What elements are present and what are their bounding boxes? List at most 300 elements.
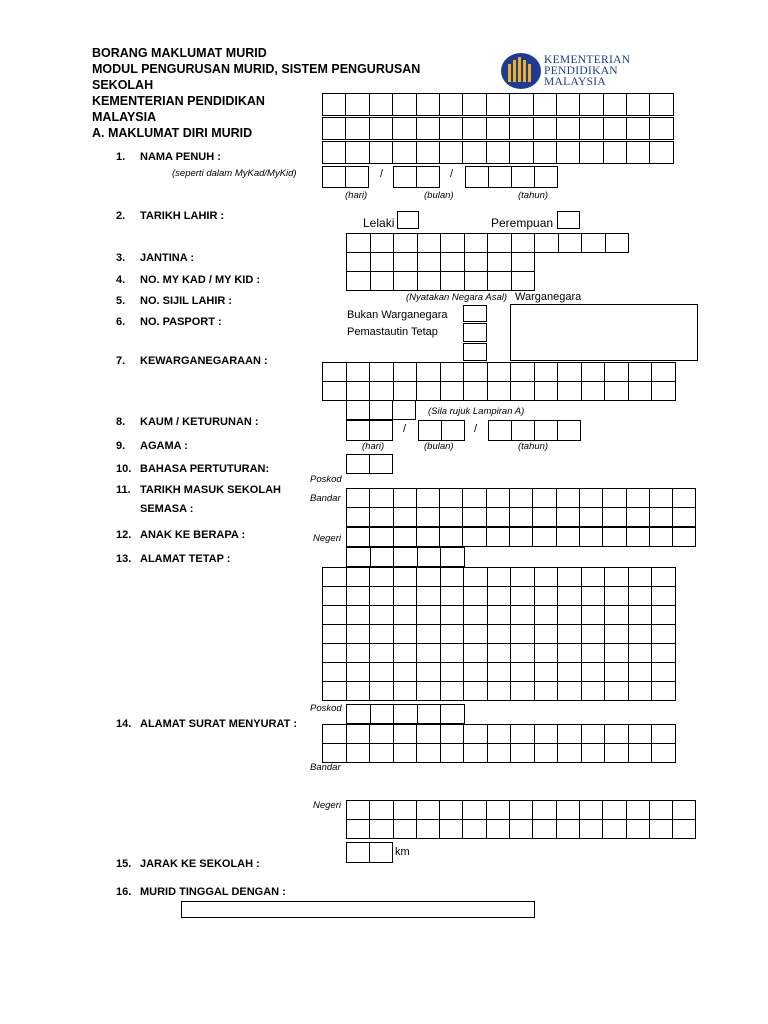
input-cell[interactable] bbox=[627, 528, 650, 547]
input-cell[interactable] bbox=[441, 663, 465, 682]
input-cell[interactable] bbox=[511, 625, 535, 644]
input-cell[interactable] bbox=[394, 548, 418, 567]
input-cell[interactable] bbox=[535, 363, 559, 382]
input-cell[interactable] bbox=[580, 820, 603, 839]
input-cell[interactable] bbox=[558, 568, 582, 587]
input-cell[interactable] bbox=[535, 234, 559, 253]
input-cell[interactable] bbox=[605, 744, 629, 763]
input-cell[interactable] bbox=[489, 421, 512, 441]
input-cell[interactable] bbox=[605, 606, 629, 625]
input-cell[interactable] bbox=[440, 142, 463, 164]
alamat-surat-boxes[interactable] bbox=[322, 724, 676, 763]
alamat-tetap-boxes[interactable] bbox=[322, 567, 676, 701]
input-cell[interactable] bbox=[463, 820, 486, 839]
input-cell[interactable] bbox=[323, 725, 347, 744]
input-cell[interactable] bbox=[370, 587, 394, 606]
input-cell[interactable] bbox=[394, 801, 417, 820]
input-cell[interactable] bbox=[370, 644, 394, 663]
input-cell[interactable] bbox=[440, 489, 463, 508]
input-cell[interactable] bbox=[510, 801, 533, 820]
input-cell[interactable] bbox=[650, 801, 673, 820]
input-cell[interactable] bbox=[627, 801, 650, 820]
input-cell[interactable] bbox=[394, 508, 417, 527]
input-cell[interactable] bbox=[511, 382, 535, 401]
input-cell[interactable] bbox=[557, 489, 580, 508]
input-cell[interactable] bbox=[511, 682, 535, 701]
input-cell[interactable] bbox=[323, 606, 347, 625]
input-cell[interactable] bbox=[511, 663, 535, 682]
input-cell[interactable] bbox=[629, 744, 653, 763]
input-cell[interactable] bbox=[347, 489, 370, 508]
input-cell[interactable] bbox=[510, 528, 533, 547]
input-cell[interactable] bbox=[512, 167, 535, 188]
input-cell[interactable] bbox=[418, 234, 442, 253]
input-cell[interactable] bbox=[604, 142, 627, 164]
input-cell[interactable] bbox=[347, 455, 370, 474]
input-cell[interactable] bbox=[394, 167, 417, 188]
input-cell[interactable] bbox=[370, 363, 394, 382]
input-cell[interactable] bbox=[417, 644, 441, 663]
input-cell[interactable] bbox=[488, 682, 512, 701]
input-cell[interactable] bbox=[347, 663, 371, 682]
input-cell[interactable] bbox=[370, 843, 393, 863]
input-cell[interactable] bbox=[487, 142, 510, 164]
input-cell[interactable] bbox=[464, 644, 488, 663]
input-cell[interactable] bbox=[371, 234, 395, 253]
input-cell[interactable] bbox=[464, 363, 488, 382]
tarikh-lahir-tahun[interactable] bbox=[465, 166, 558, 188]
input-cell[interactable] bbox=[650, 142, 673, 164]
input-cell[interactable] bbox=[629, 644, 653, 663]
input-cell[interactable] bbox=[394, 382, 418, 401]
input-cell[interactable] bbox=[441, 253, 465, 272]
input-cell[interactable] bbox=[371, 548, 395, 567]
input-cell[interactable] bbox=[347, 253, 371, 272]
input-cell[interactable] bbox=[394, 625, 418, 644]
lelaki-checkbox[interactable] bbox=[397, 211, 419, 229]
input-cell[interactable] bbox=[487, 508, 510, 527]
input-cell[interactable] bbox=[488, 625, 512, 644]
sijil-lahir-boxes[interactable] bbox=[346, 252, 535, 291]
input-cell[interactable] bbox=[394, 363, 418, 382]
input-cell[interactable] bbox=[510, 142, 533, 164]
input-cell[interactable] bbox=[582, 725, 606, 744]
input-cell[interactable] bbox=[440, 94, 463, 116]
tarikh-masuk-tahun[interactable] bbox=[488, 420, 581, 441]
input-cell[interactable] bbox=[441, 644, 465, 663]
input-cell[interactable] bbox=[534, 94, 557, 116]
input-cell[interactable] bbox=[394, 644, 418, 663]
input-cell[interactable] bbox=[582, 606, 606, 625]
input-cell[interactable] bbox=[417, 663, 441, 682]
input-cell[interactable] bbox=[488, 744, 512, 763]
perempuan-checkbox[interactable] bbox=[557, 211, 580, 229]
input-cell[interactable] bbox=[535, 744, 559, 763]
input-cell[interactable] bbox=[465, 234, 489, 253]
input-cell[interactable] bbox=[534, 142, 557, 164]
input-cell[interactable] bbox=[440, 118, 463, 140]
input-cell[interactable] bbox=[535, 625, 559, 644]
input-cell[interactable] bbox=[533, 528, 556, 547]
tarikh-masuk-bulan[interactable] bbox=[418, 420, 465, 441]
input-cell[interactable] bbox=[418, 705, 442, 724]
input-cell[interactable] bbox=[417, 94, 440, 116]
input-cell[interactable] bbox=[558, 725, 582, 744]
input-cell[interactable] bbox=[394, 744, 418, 763]
input-cell[interactable] bbox=[627, 142, 650, 164]
input-cell[interactable] bbox=[347, 725, 371, 744]
input-cell[interactable] bbox=[440, 508, 463, 527]
input-cell[interactable] bbox=[347, 801, 370, 820]
input-cell[interactable] bbox=[465, 272, 489, 291]
input-cell[interactable] bbox=[463, 801, 486, 820]
input-cell[interactable] bbox=[394, 606, 418, 625]
input-cell[interactable] bbox=[487, 528, 510, 547]
input-cell[interactable] bbox=[370, 820, 393, 839]
input-cell[interactable] bbox=[347, 682, 371, 701]
input-cell[interactable] bbox=[558, 363, 582, 382]
input-cell[interactable] bbox=[582, 382, 606, 401]
input-cell[interactable] bbox=[603, 528, 626, 547]
input-cell[interactable] bbox=[371, 272, 395, 291]
input-cell[interactable] bbox=[347, 234, 371, 253]
input-cell[interactable] bbox=[488, 644, 512, 663]
input-cell[interactable] bbox=[535, 568, 559, 587]
input-cell[interactable] bbox=[580, 528, 603, 547]
input-cell[interactable] bbox=[370, 382, 394, 401]
input-cell[interactable] bbox=[558, 625, 582, 644]
input-cell[interactable] bbox=[393, 142, 416, 164]
input-cell[interactable] bbox=[417, 820, 440, 839]
input-cell[interactable] bbox=[605, 382, 629, 401]
input-cell[interactable] bbox=[557, 528, 580, 547]
input-cell[interactable] bbox=[417, 118, 440, 140]
input-cell[interactable] bbox=[394, 568, 418, 587]
input-cell[interactable] bbox=[394, 820, 417, 839]
input-cell[interactable] bbox=[652, 744, 676, 763]
input-cell[interactable] bbox=[417, 744, 441, 763]
input-cell[interactable] bbox=[370, 682, 394, 701]
input-cell[interactable] bbox=[535, 682, 559, 701]
input-cell[interactable] bbox=[512, 253, 536, 272]
input-cell[interactable] bbox=[394, 705, 418, 724]
input-cell[interactable] bbox=[534, 118, 557, 140]
input-cell[interactable] bbox=[604, 118, 627, 140]
input-cell[interactable] bbox=[652, 363, 676, 382]
input-cell[interactable] bbox=[347, 421, 370, 441]
input-cell[interactable] bbox=[535, 421, 558, 441]
input-cell[interactable] bbox=[371, 253, 395, 272]
input-cell[interactable] bbox=[558, 644, 582, 663]
tarikh-lahir-hari[interactable] bbox=[322, 166, 369, 188]
input-cell[interactable] bbox=[652, 682, 676, 701]
input-cell[interactable] bbox=[370, 568, 394, 587]
input-cell[interactable] bbox=[629, 568, 653, 587]
input-cell[interactable] bbox=[323, 644, 347, 663]
input-cell[interactable] bbox=[629, 382, 653, 401]
input-cell[interactable] bbox=[605, 644, 629, 663]
input-cell[interactable] bbox=[323, 118, 346, 140]
input-cell[interactable] bbox=[441, 705, 465, 724]
input-cell[interactable] bbox=[652, 663, 676, 682]
input-cell[interactable] bbox=[323, 587, 347, 606]
input-cell[interactable] bbox=[582, 625, 606, 644]
input-cell[interactable] bbox=[582, 363, 606, 382]
input-cell[interactable] bbox=[347, 606, 371, 625]
input-cell[interactable] bbox=[652, 625, 676, 644]
input-cell[interactable] bbox=[603, 820, 626, 839]
input-cell[interactable] bbox=[580, 489, 603, 508]
input-cell[interactable] bbox=[370, 401, 393, 420]
tarikh-lahir-bulan[interactable] bbox=[393, 166, 440, 188]
input-cell[interactable] bbox=[441, 744, 465, 763]
input-cell[interactable] bbox=[533, 508, 556, 527]
input-cell[interactable] bbox=[417, 142, 440, 164]
input-cell[interactable] bbox=[533, 801, 556, 820]
input-cell[interactable] bbox=[558, 382, 582, 401]
input-cell[interactable] bbox=[582, 568, 606, 587]
input-cell[interactable] bbox=[347, 568, 371, 587]
input-cell[interactable] bbox=[417, 528, 440, 547]
input-cell[interactable] bbox=[347, 705, 371, 724]
input-cell[interactable] bbox=[394, 725, 418, 744]
input-cell[interactable] bbox=[605, 663, 629, 682]
input-cell[interactable] bbox=[627, 508, 650, 527]
input-cell[interactable] bbox=[627, 820, 650, 839]
input-cell[interactable] bbox=[442, 421, 465, 441]
warganegara-extra-checkbox[interactable] bbox=[463, 343, 487, 361]
input-cell[interactable] bbox=[394, 234, 418, 253]
input-cell[interactable] bbox=[673, 508, 696, 527]
input-cell[interactable] bbox=[464, 682, 488, 701]
input-cell[interactable] bbox=[603, 508, 626, 527]
input-cell[interactable] bbox=[440, 801, 463, 820]
input-cell[interactable] bbox=[510, 489, 533, 508]
input-cell[interactable] bbox=[418, 548, 442, 567]
input-cell[interactable] bbox=[394, 682, 418, 701]
input-cell[interactable] bbox=[394, 663, 418, 682]
input-cell[interactable] bbox=[347, 548, 371, 567]
input-cell[interactable] bbox=[511, 568, 535, 587]
input-cell[interactable] bbox=[466, 167, 489, 188]
input-cell[interactable] bbox=[463, 94, 486, 116]
input-cell[interactable] bbox=[673, 489, 696, 508]
input-cell[interactable] bbox=[370, 801, 393, 820]
input-cell[interactable] bbox=[627, 94, 650, 116]
input-cell[interactable] bbox=[464, 744, 488, 763]
input-cell[interactable] bbox=[347, 843, 370, 863]
input-cell[interactable] bbox=[394, 272, 418, 291]
input-cell[interactable] bbox=[650, 528, 673, 547]
input-cell[interactable] bbox=[463, 508, 486, 527]
input-cell[interactable] bbox=[557, 142, 580, 164]
input-cell[interactable] bbox=[582, 744, 606, 763]
input-cell[interactable] bbox=[417, 167, 440, 188]
input-cell[interactable] bbox=[605, 725, 629, 744]
input-cell[interactable] bbox=[394, 587, 418, 606]
input-cell[interactable] bbox=[673, 801, 696, 820]
input-cell[interactable] bbox=[441, 568, 465, 587]
input-cell[interactable] bbox=[652, 587, 676, 606]
input-cell[interactable] bbox=[629, 625, 653, 644]
input-cell[interactable] bbox=[511, 744, 535, 763]
input-cell[interactable] bbox=[512, 421, 535, 441]
input-cell[interactable] bbox=[370, 118, 393, 140]
input-cell[interactable] bbox=[394, 489, 417, 508]
input-cell[interactable] bbox=[370, 528, 393, 547]
input-cell[interactable] bbox=[535, 606, 559, 625]
input-cell[interactable] bbox=[512, 272, 536, 291]
input-cell[interactable] bbox=[347, 528, 370, 547]
input-cell[interactable] bbox=[417, 801, 440, 820]
input-cell[interactable] bbox=[441, 382, 465, 401]
bandar-boxes-1[interactable] bbox=[346, 488, 696, 527]
input-cell[interactable] bbox=[347, 587, 371, 606]
input-cell[interactable] bbox=[673, 528, 696, 547]
input-cell[interactable] bbox=[441, 682, 465, 701]
input-cell[interactable] bbox=[558, 606, 582, 625]
input-cell[interactable] bbox=[603, 489, 626, 508]
input-cell[interactable] bbox=[323, 94, 346, 116]
input-cell[interactable] bbox=[533, 489, 556, 508]
input-cell[interactable] bbox=[558, 744, 582, 763]
nama-penuh-row-1[interactable] bbox=[322, 93, 674, 116]
input-cell[interactable] bbox=[488, 587, 512, 606]
input-cell[interactable] bbox=[652, 644, 676, 663]
input-cell[interactable] bbox=[512, 234, 536, 253]
input-cell[interactable] bbox=[370, 455, 393, 474]
input-cell[interactable] bbox=[510, 94, 533, 116]
input-cell[interactable] bbox=[370, 744, 394, 763]
input-cell[interactable] bbox=[535, 725, 559, 744]
input-cell[interactable] bbox=[464, 568, 488, 587]
input-cell[interactable] bbox=[650, 820, 673, 839]
input-cell[interactable] bbox=[370, 94, 393, 116]
input-cell[interactable] bbox=[488, 606, 512, 625]
input-cell[interactable] bbox=[347, 625, 371, 644]
input-cell[interactable] bbox=[510, 508, 533, 527]
input-cell[interactable] bbox=[535, 382, 559, 401]
poskod-boxes-2[interactable] bbox=[346, 704, 465, 724]
input-cell[interactable] bbox=[629, 682, 653, 701]
bukan-warganegara-checkbox[interactable] bbox=[463, 305, 487, 322]
input-cell[interactable] bbox=[606, 234, 630, 253]
input-cell[interactable] bbox=[441, 725, 465, 744]
input-cell[interactable] bbox=[370, 421, 393, 441]
input-cell[interactable] bbox=[580, 142, 603, 164]
input-cell[interactable] bbox=[441, 625, 465, 644]
input-cell[interactable] bbox=[370, 142, 393, 164]
input-cell[interactable] bbox=[347, 744, 371, 763]
input-cell[interactable] bbox=[323, 363, 347, 382]
input-cell[interactable] bbox=[441, 234, 465, 253]
input-cell[interactable] bbox=[629, 606, 653, 625]
input-cell[interactable] bbox=[346, 142, 369, 164]
input-cell[interactable] bbox=[417, 625, 441, 644]
input-cell[interactable] bbox=[558, 663, 582, 682]
input-cell[interactable] bbox=[559, 234, 583, 253]
input-cell[interactable] bbox=[418, 253, 442, 272]
input-cell[interactable] bbox=[535, 167, 558, 188]
input-cell[interactable] bbox=[582, 587, 606, 606]
input-cell[interactable] bbox=[417, 489, 440, 508]
tinggal-dengan-field[interactable] bbox=[181, 901, 535, 918]
input-cell[interactable] bbox=[347, 363, 371, 382]
input-cell[interactable] bbox=[488, 234, 512, 253]
input-cell[interactable] bbox=[464, 625, 488, 644]
input-cell[interactable] bbox=[488, 272, 512, 291]
input-cell[interactable] bbox=[488, 382, 512, 401]
input-cell[interactable] bbox=[417, 682, 441, 701]
input-cell[interactable] bbox=[393, 94, 416, 116]
input-cell[interactable] bbox=[393, 118, 416, 140]
input-cell[interactable] bbox=[604, 94, 627, 116]
input-cell[interactable] bbox=[510, 118, 533, 140]
input-cell[interactable] bbox=[673, 820, 696, 839]
input-cell[interactable] bbox=[582, 663, 606, 682]
input-cell[interactable] bbox=[605, 587, 629, 606]
input-cell[interactable] bbox=[535, 663, 559, 682]
input-cell[interactable] bbox=[417, 606, 441, 625]
input-cell[interactable] bbox=[441, 363, 465, 382]
input-cell[interactable] bbox=[487, 94, 510, 116]
input-cell[interactable] bbox=[463, 142, 486, 164]
input-cell[interactable] bbox=[464, 587, 488, 606]
input-cell[interactable] bbox=[394, 253, 418, 272]
input-cell[interactable] bbox=[323, 625, 347, 644]
input-cell[interactable] bbox=[417, 363, 441, 382]
input-cell[interactable] bbox=[323, 663, 347, 682]
input-cell[interactable] bbox=[511, 363, 535, 382]
input-cell[interactable] bbox=[347, 272, 371, 291]
input-cell[interactable] bbox=[557, 118, 580, 140]
input-cell[interactable] bbox=[323, 568, 347, 587]
input-cell[interactable] bbox=[582, 682, 606, 701]
input-cell[interactable] bbox=[652, 606, 676, 625]
input-cell[interactable] bbox=[535, 644, 559, 663]
input-cell[interactable] bbox=[464, 663, 488, 682]
input-cell[interactable] bbox=[418, 272, 442, 291]
input-cell[interactable] bbox=[488, 663, 512, 682]
input-cell[interactable] bbox=[629, 725, 653, 744]
input-cell[interactable] bbox=[347, 382, 371, 401]
input-cell[interactable] bbox=[603, 801, 626, 820]
input-cell[interactable] bbox=[580, 94, 603, 116]
input-cell[interactable] bbox=[417, 587, 441, 606]
input-cell[interactable] bbox=[605, 625, 629, 644]
input-cell[interactable] bbox=[464, 725, 488, 744]
input-cell[interactable] bbox=[417, 382, 441, 401]
input-cell[interactable] bbox=[650, 489, 673, 508]
input-cell[interactable] bbox=[464, 382, 488, 401]
input-cell[interactable] bbox=[511, 606, 535, 625]
input-cell[interactable] bbox=[629, 363, 653, 382]
input-cell[interactable] bbox=[347, 508, 370, 527]
input-cell[interactable] bbox=[629, 663, 653, 682]
input-cell[interactable] bbox=[323, 682, 347, 701]
input-cell[interactable] bbox=[464, 606, 488, 625]
input-cell[interactable] bbox=[487, 489, 510, 508]
input-cell[interactable] bbox=[488, 725, 512, 744]
input-cell[interactable] bbox=[652, 725, 676, 744]
input-cell[interactable] bbox=[489, 167, 512, 188]
input-cell[interactable] bbox=[582, 644, 606, 663]
input-cell[interactable] bbox=[652, 382, 676, 401]
negeri-boxes-2[interactable] bbox=[346, 800, 696, 839]
input-cell[interactable] bbox=[370, 625, 394, 644]
mykad-boxes[interactable] bbox=[346, 233, 629, 253]
input-cell[interactable] bbox=[629, 587, 653, 606]
